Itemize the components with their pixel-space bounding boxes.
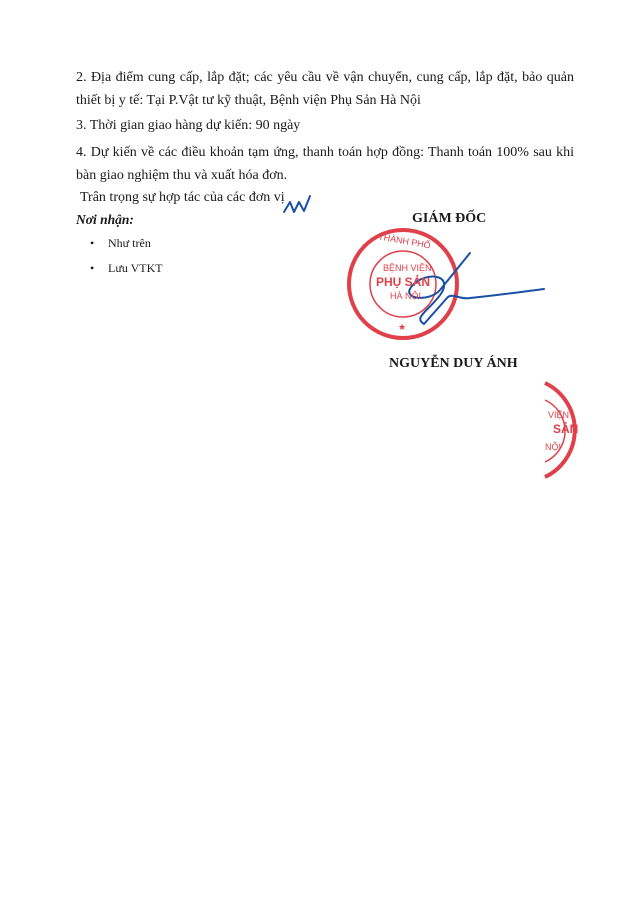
seal-text-line2: PHỤ SẢN — [376, 275, 431, 289]
recipient-item: • Như trên — [90, 234, 163, 259]
item-payment-terms: 4. Dự kiến về các điều khoản tạm ứng, thanh toán hợp đồng: Thanh toán 100% sau khi bàn giao nghiệm thu và xuất hóa đơn. — [76, 145, 574, 183]
recipient-item: • Lưu VTKT — [90, 259, 163, 284]
item-delivery-time: 3. Thời gian giao hàng dự kiến: 90 ngày — [76, 118, 301, 133]
partial-seal-text-line1: VIỆN — [548, 410, 570, 420]
seal-text-line3: HÀ NỘI — [390, 291, 422, 301]
item-delivery-location: 2. Địa điểm cung cấp, lắp đặt; các yêu cầu về vận chuyển, cung cấp, lắp đặt, bảo quản thiết bị y tế: Tại P.Vật tư kỹ thuật, Bệnh viện Phụ Sản Hà Nội — [76, 70, 574, 108]
signer-name: NGUYỄN DUY ÁNH — [389, 356, 518, 371]
recipients-label: Nơi nhận: — [76, 212, 134, 227]
partial-seal-text-line3: NỘI — [545, 442, 562, 452]
signer-title: GIÁM ĐỐC — [412, 211, 487, 226]
star-icon: ★ — [398, 322, 407, 332]
seal-text-top: THÀNH PHỐ — [377, 231, 432, 251]
initial-signature — [284, 196, 310, 212]
closing-line: Trân trọng sự hợp tác của các đơn vị — [80, 190, 285, 205]
seal-text-line1: BỆNH VIỆN — [383, 263, 432, 273]
partial-seal-text-line2: SẢN — [553, 422, 579, 436]
